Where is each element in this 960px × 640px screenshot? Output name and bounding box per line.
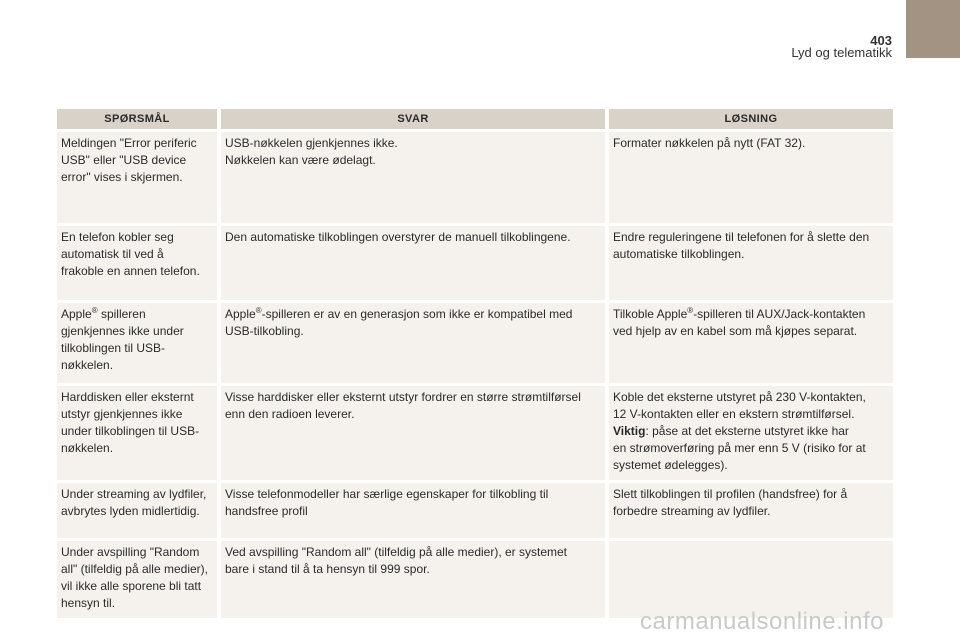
solution-cell bbox=[609, 303, 893, 383]
important-label: Viktig bbox=[613, 424, 646, 438]
answer-text: Apple bbox=[225, 307, 256, 321]
question-cell bbox=[57, 303, 217, 383]
page-number: 403 bbox=[870, 33, 892, 48]
column-header-answer: SVAR bbox=[221, 109, 605, 129]
table-row bbox=[57, 226, 893, 300]
question-cell: Under avspilling "Random all" (tilfeldig på alle medier), vil ikke alle sporene bli tatt hensyn til. bbox=[57, 541, 217, 618]
solution-text-rest: : påse at det eksterne utstyret ikke har en strømoverføring på mer enn 5 V (risiko for at systemet ødelegges). bbox=[613, 424, 866, 472]
column-header-solution: LØSNING bbox=[609, 109, 893, 129]
answer-cell: Ved avspilling "Random all" (tilfeldig på alle medier), er systemet bare i stand til å ta hensyn til 999 spor. bbox=[221, 541, 605, 618]
question-cell: En telefon kobler seg automatisk til ved å frakoble en annen telefon. bbox=[57, 226, 217, 300]
solution-text-rest: -spilleren til AUX/Jack-kontakten ved hjelp av en kabel som må kjøpes separat. bbox=[613, 307, 866, 338]
solution-text: Tilkoble Apple bbox=[613, 307, 688, 321]
registered-mark: ® bbox=[687, 306, 694, 315]
solution-cell: Endre reguleringene til telefonen for å slette den automatiske tilkoblingen. bbox=[609, 226, 893, 300]
chapter-tab bbox=[906, 0, 960, 58]
solution-cell bbox=[609, 386, 893, 480]
question-cell: Meldingen "Error periferic USB" eller "USB device error" vises i skjermen. bbox=[57, 132, 217, 223]
column-header-question: SPØRSMÅL bbox=[57, 109, 217, 129]
answer-text-rest: -spilleren er av en generasjon som ikke er kompatibel med USB-tilkobling. bbox=[225, 307, 573, 338]
table-row bbox=[57, 303, 893, 383]
question-cell: Under streaming av lydfiler, avbrytes lyden midlertidig. bbox=[57, 483, 217, 538]
registered-mark: ® bbox=[255, 306, 262, 315]
answer-cell: Visse harddisker eller eksternt utstyr fordrer en større strømtilførsel enn den radioen leverer. bbox=[221, 386, 605, 480]
answer-cell bbox=[221, 303, 605, 383]
solution-text: Koble det eksterne utstyret på 230 V-kontakten, 12 V-kontakten eller en ekstern strømtilførsel. bbox=[613, 390, 866, 421]
solution-cell: Formater nøkkelen på nytt (FAT 32). bbox=[609, 132, 893, 223]
question-cell: Harddisken eller eksternt utstyr gjenkjennes ikke under tilkoblingen til USB- nøkkelen. bbox=[57, 386, 217, 480]
answer-cell: USB-nøkkelen gjenkjennes ikke. Nøkkelen kan være ødelagt. bbox=[221, 132, 605, 223]
section-title: Lyd og telematikk bbox=[791, 45, 892, 60]
answer-cell: Den automatiske tilkoblingen overstyrer de manuell tilkoblingene. bbox=[221, 226, 605, 300]
question-text: Apple bbox=[61, 307, 92, 321]
solution-cell bbox=[609, 541, 893, 618]
registered-mark: ® bbox=[91, 306, 98, 315]
table-row bbox=[57, 386, 893, 480]
question-text-rest: spilleren gjenkjennes ikke under tilkoblingen til USB- nøkkelen. bbox=[61, 307, 184, 372]
answer-cell: Visse telefonmodeller har særlige egenskaper for tilkobling til handsfree profil bbox=[221, 483, 605, 538]
troubleshooting-table bbox=[53, 106, 897, 621]
table-header-row bbox=[57, 109, 893, 129]
table-row bbox=[57, 541, 893, 618]
table-row bbox=[57, 483, 893, 538]
solution-cell: Slett tilkoblingen til profilen (handsfree) for å forbedre streaming av lydfiler. bbox=[609, 483, 893, 538]
watermark-text: carmanualsonline.info bbox=[640, 608, 884, 635]
table-row bbox=[57, 132, 893, 223]
